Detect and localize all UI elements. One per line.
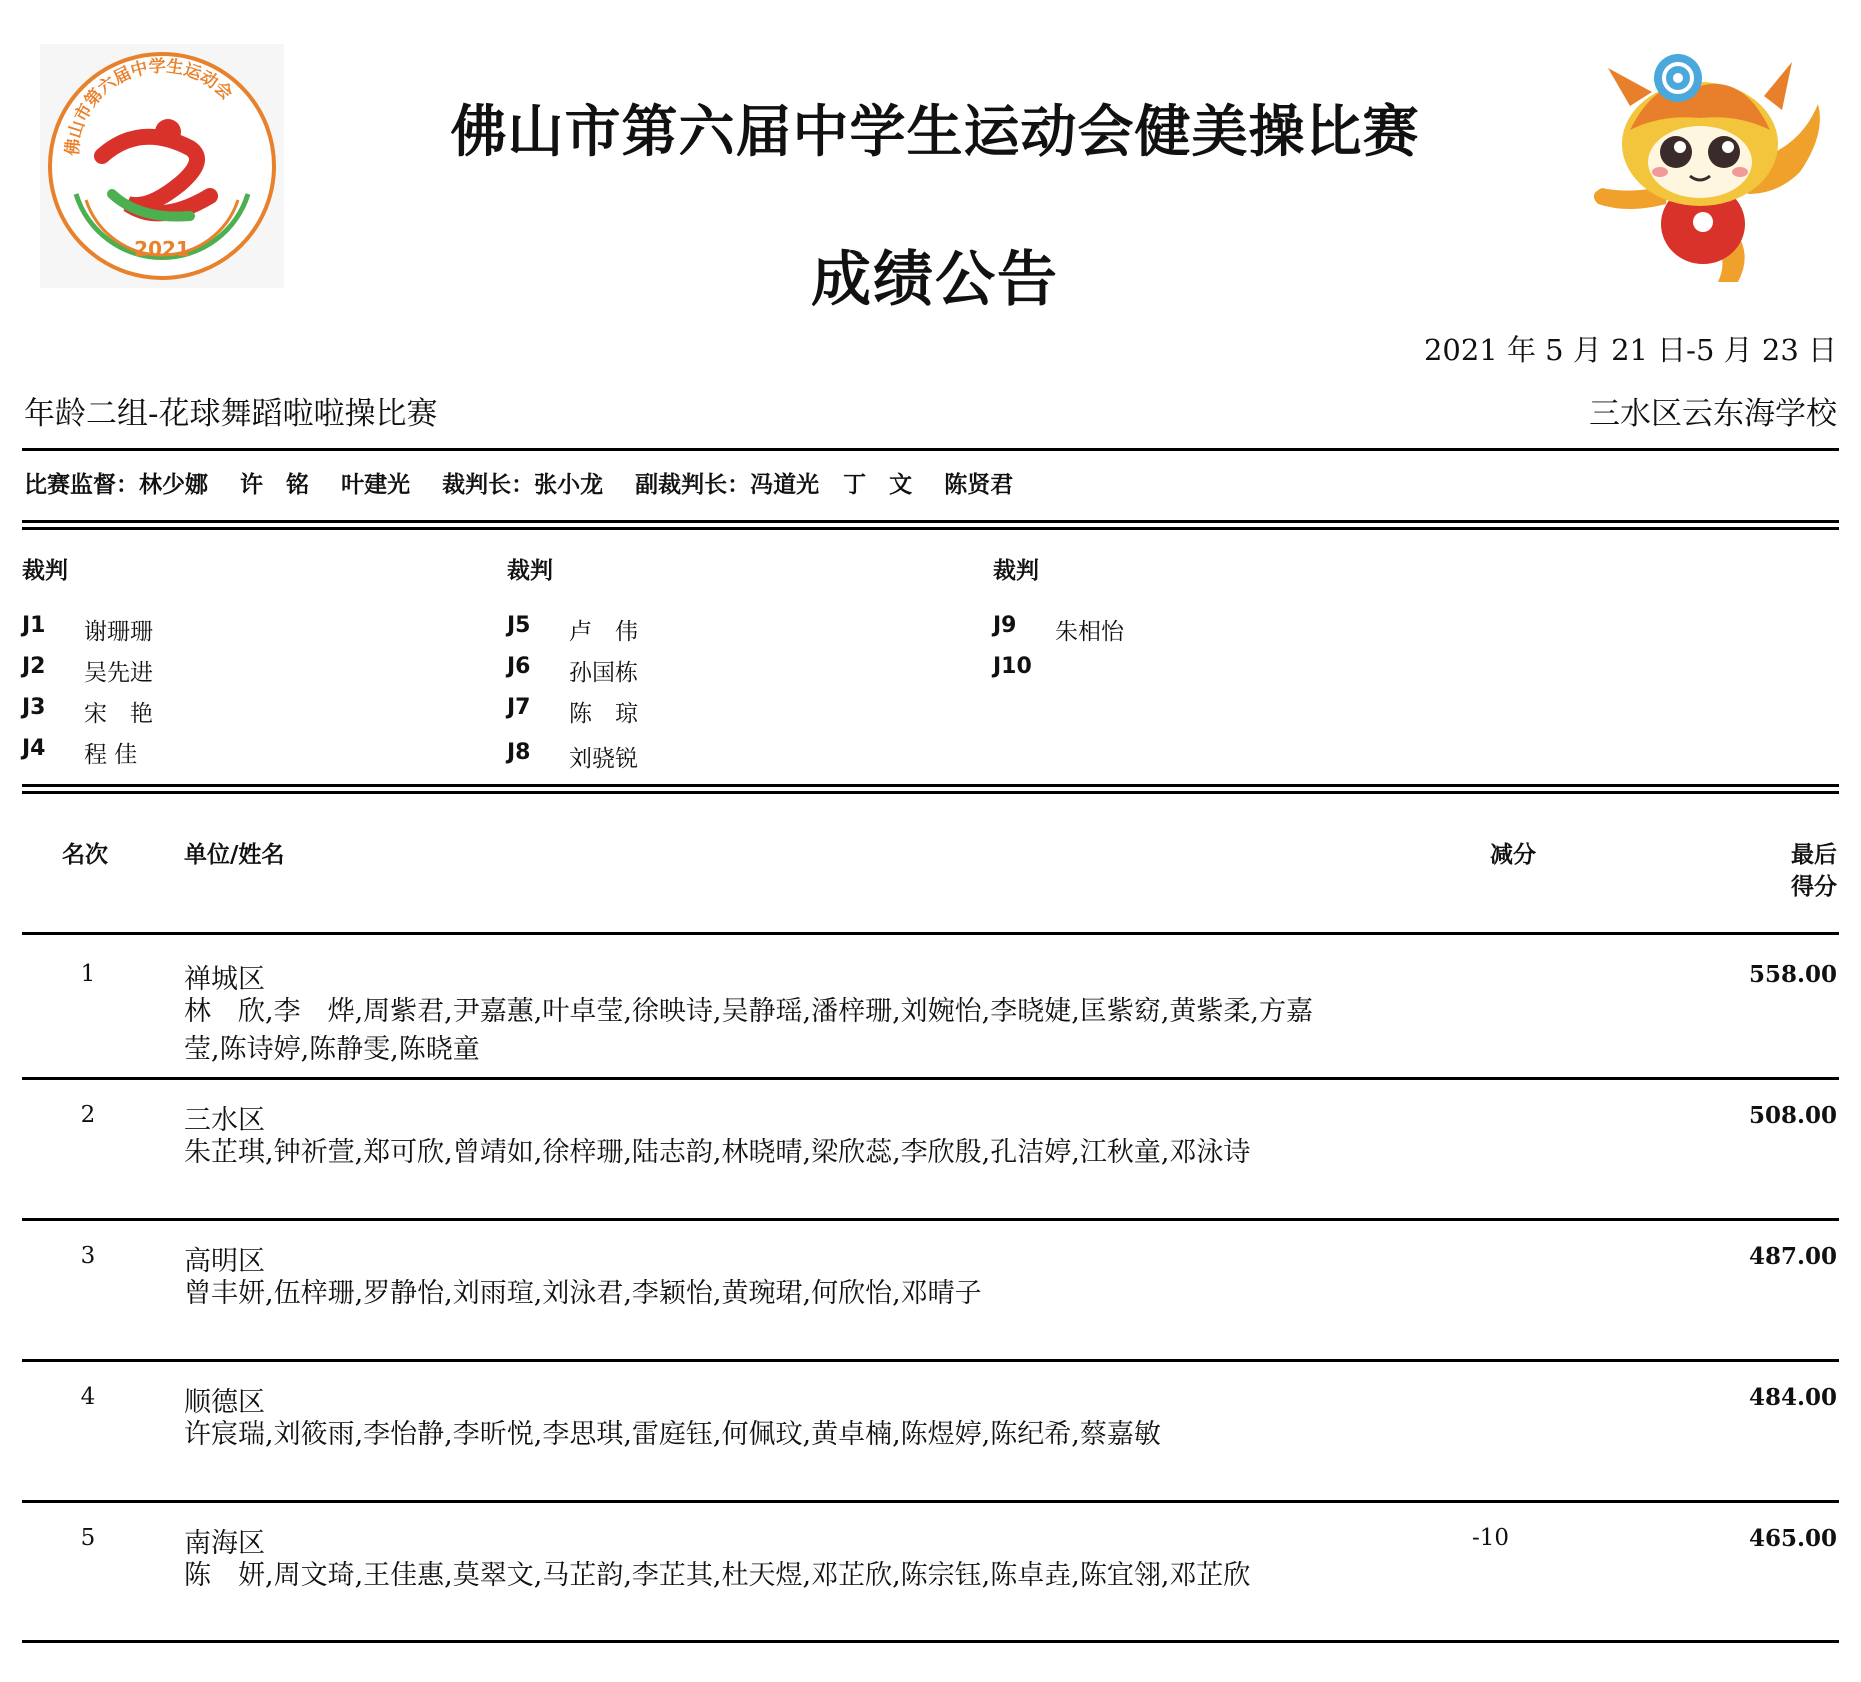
row-unit: 三水区 [184, 1105, 265, 1136]
row-rank: 1 [80, 961, 96, 987]
page-subtitle: 成绩公告 [811, 245, 1059, 315]
judge-code: J1 [22, 613, 46, 638]
mascot-illustration [1568, 44, 1830, 292]
judges-heading: 裁判 [993, 558, 1039, 584]
deputy-name: 丁 文 [843, 472, 913, 498]
row-score: 558.00 [1748, 961, 1837, 988]
table-row [0, 935, 1861, 1077]
divider [22, 1640, 1839, 1643]
judge-code: J7 [507, 695, 531, 720]
judge-code: J2 [22, 654, 46, 679]
row-members: 许宸瑞,刘筱雨,李怡静,李昕悦,李思琪,雷庭钰,何佩玟,黄卓楠,陈煜婷,陈纪希,蔡嘉敏 [184, 1419, 1161, 1450]
judge-name: 朱相怡 [1055, 619, 1124, 645]
chief-referee-name: 张小龙 [534, 472, 604, 498]
row-members: 陈 妍,周文琦,王佳惠,莫翠文,马芷韵,李芷其,杜天煜,邓芷欣,陈宗钰,陈卓垚,陈宜翎,邓芷欣 [184, 1560, 1251, 1591]
row-members: 林 欣,李 烨,周紫君,尹嘉蕙,叶卓莹,徐映诗,吴静瑶,潘梓珊,刘婉怡,李晓婕,匡紫窈,黄紫柔,方嘉莹,陈诗婷,陈静雯,陈晓童 [184, 996, 1313, 1065]
judge-name: 刘骁锐 [569, 746, 638, 772]
officials-line [24, 466, 1013, 499]
row-members: 朱芷琪,钟祈萱,郑可欣,曾靖如,徐梓珊,陆志韵,林晓晴,梁欣蕊,李欣殷,孔洁婷,江秋童,邓泳诗 [184, 1137, 1251, 1168]
row-score: 484.00 [1748, 1384, 1837, 1411]
column-header-final-score-line2: 得分 [1791, 874, 1837, 900]
row-rank: 4 [80, 1384, 96, 1410]
supervisor-name: 许 铭 [240, 472, 310, 498]
column-header-rank: 名次 [62, 842, 108, 868]
table-row [0, 1362, 1861, 1500]
deputy-label: 副裁判长： [635, 472, 751, 498]
divider [22, 784, 1839, 787]
supervisor-name: 林少娜 [139, 472, 208, 498]
row-deduction: -10 [1471, 1525, 1509, 1551]
divider [22, 791, 1839, 794]
table-row [0, 1503, 1861, 1640]
judge-code: J9 [993, 613, 1017, 638]
judge-code: J4 [22, 736, 46, 761]
judge-name: 陈 琼 [569, 701, 638, 727]
judge-name: 卢 伟 [569, 619, 638, 645]
row-members: 曾丰妍,伍梓珊,罗静怡,刘雨瑄,刘泳君,李颖怡,黄琬珺,何欣怡,邓晴子 [184, 1278, 982, 1309]
column-header-deduction: 减分 [1490, 842, 1536, 868]
deputy-name: 陈贤君 [944, 472, 1014, 498]
judge-name: 吴先进 [84, 660, 153, 686]
judges-heading: 裁判 [22, 558, 68, 584]
logo-year: 2021 [134, 237, 190, 261]
divider [22, 527, 1839, 530]
deputy-name: 冯道光 [750, 472, 820, 498]
row-rank: 2 [80, 1102, 96, 1128]
event-name: 年龄二组-花球舞蹈啦啦操比赛 [24, 396, 438, 432]
judge-code: J10 [993, 654, 1032, 679]
judge-name: 宋 艳 [84, 701, 153, 727]
logo-ring-text: 佛山市第六届中学生运动会 [62, 56, 237, 157]
judge-code: J6 [507, 654, 531, 679]
judges-heading: 裁判 [507, 558, 553, 584]
competition-dates: 2021 年 5 月 21 日-5 月 23 日 [1423, 333, 1837, 367]
row-score: 508.00 [1748, 1102, 1837, 1129]
judge-name: 孙国栋 [569, 660, 638, 686]
row-unit: 高明区 [184, 1246, 265, 1277]
supervisor-label: 比赛监督： [24, 472, 139, 498]
divider [22, 520, 1839, 523]
judge-code: J3 [22, 695, 46, 720]
divider [22, 448, 1839, 451]
table-row [0, 1080, 1861, 1218]
row-unit: 顺德区 [184, 1387, 265, 1418]
games-logo [40, 44, 284, 288]
judge-name: 程 佳 [84, 742, 138, 768]
column-header-final-score-line1: 最后 [1791, 842, 1837, 868]
row-unit: 南海区 [184, 1528, 265, 1559]
page-title: 佛山市第六届中学生运动会健美操比赛 [450, 99, 1420, 165]
column-header-unit-name: 单位/姓名 [184, 842, 285, 868]
venue: 三水区云东海学校 [1589, 396, 1837, 432]
supervisor-name: 叶建光 [341, 472, 411, 498]
row-score: 487.00 [1748, 1243, 1837, 1270]
chief-referee-label: 裁判长： [442, 472, 535, 498]
row-score: 465.00 [1748, 1525, 1837, 1552]
row-rank: 5 [80, 1525, 96, 1551]
table-row [0, 1221, 1861, 1359]
judge-name: 谢珊珊 [84, 619, 153, 645]
judge-code: J5 [507, 613, 531, 638]
row-rank: 3 [80, 1243, 96, 1269]
judge-code: J8 [507, 740, 531, 765]
row-unit: 禅城区 [184, 964, 265, 995]
